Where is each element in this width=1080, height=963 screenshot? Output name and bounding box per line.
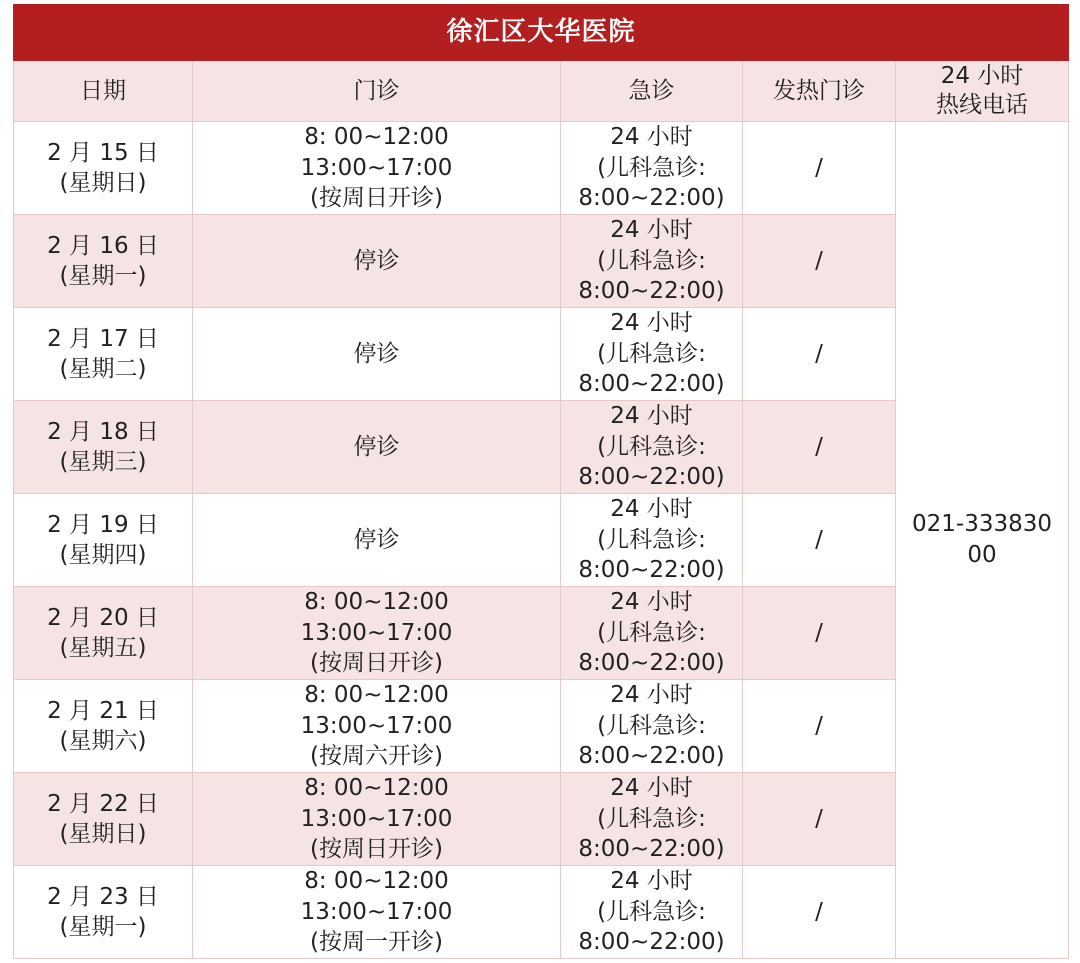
- outpatient-cell: [193, 494, 561, 587]
- outpatient-line: 停诊: [353, 433, 400, 460]
- emergency-cell: [561, 308, 743, 401]
- emergency-line: (儿科急诊:: [597, 712, 706, 739]
- outpatient-line: (按周日开诊): [310, 185, 443, 212]
- date-text: 2 月 20 日: [47, 604, 159, 631]
- emergency-line: (儿科急诊:: [597, 898, 706, 925]
- fever-clinic-cell: /: [743, 215, 896, 308]
- date-cell: [14, 773, 193, 866]
- date-text: 2 月 18 日: [47, 418, 159, 445]
- outpatient-cell: [193, 587, 561, 680]
- date-cell: [14, 215, 193, 308]
- outpatient-line: (按周六开诊): [310, 743, 443, 770]
- date-cell: [14, 122, 193, 215]
- weekday-text: (星期日): [59, 821, 147, 847]
- emergency-line: 8:00~22:00): [578, 278, 725, 305]
- emergency-cell: [561, 494, 743, 587]
- outpatient-line: 13:00~17:00: [300, 805, 453, 832]
- date-text: 2 月 21 日: [47, 697, 159, 724]
- outpatient-line: 13:00~17:00: [300, 619, 453, 646]
- emergency-line: 8:00~22:00): [578, 557, 725, 584]
- outpatient-line: 停诊: [353, 340, 400, 367]
- emergency-line: 24 小时: [610, 310, 693, 337]
- schedule-table: [13, 4, 1069, 959]
- header-row: [14, 61, 1069, 122]
- table-title: 徐汇区大华医院: [14, 5, 1069, 61]
- emergency-line: (儿科急诊:: [597, 805, 706, 832]
- emergency-line: (儿科急诊:: [597, 619, 706, 646]
- emergency-cell: [561, 587, 743, 680]
- emergency-line: 24 小时: [610, 682, 693, 709]
- outpatient-line: 8: 00~12:00: [304, 868, 449, 895]
- emergency-cell: [561, 401, 743, 494]
- outpatient-cell: [193, 122, 561, 215]
- emergency-line: 24 小时: [610, 403, 693, 430]
- emergency-line: (儿科急诊:: [597, 154, 706, 181]
- date-text: 2 月 15 日: [47, 139, 159, 166]
- header-hotline-line2: 热线电话: [936, 92, 1028, 118]
- fever-clinic-cell: /: [743, 680, 896, 773]
- weekday-text: (星期四): [59, 542, 147, 568]
- fever-clinic-cell: /: [743, 773, 896, 866]
- date-cell: [14, 866, 193, 959]
- emergency-line: 8:00~22:00): [578, 371, 725, 398]
- date-cell: [14, 680, 193, 773]
- emergency-cell: [561, 866, 743, 959]
- outpatient-cell: [193, 680, 561, 773]
- header-hotline-line1: 24 小时: [940, 63, 1024, 89]
- hotline-number: 021-33383000: [912, 511, 1052, 568]
- emergency-line: (儿科急诊:: [597, 247, 706, 274]
- weekday-text: (星期五): [59, 635, 147, 661]
- outpatient-line: 停诊: [353, 526, 400, 553]
- date-text: 2 月 22 日: [47, 790, 159, 817]
- date-cell: [14, 308, 193, 401]
- outpatient-line: 13:00~17:00: [300, 154, 453, 181]
- emergency-line: 24 小时: [610, 589, 693, 616]
- outpatient-cell: [193, 866, 561, 959]
- emergency-line: 8:00~22:00): [578, 185, 725, 212]
- outpatient-line: (按周一开诊): [310, 929, 443, 956]
- date-text: 2 月 23 日: [47, 883, 159, 910]
- fever-clinic-cell: /: [743, 587, 896, 680]
- date-text: 2 月 17 日: [47, 325, 159, 352]
- weekday-text: (星期一): [59, 914, 147, 940]
- outpatient-line: (按周日开诊): [310, 650, 443, 677]
- fever-clinic-cell: /: [743, 308, 896, 401]
- date-text: 2 月 19 日: [47, 511, 159, 538]
- outpatient-cell: [193, 773, 561, 866]
- weekday-text: (星期一): [59, 263, 147, 289]
- emergency-line: 24 小时: [610, 496, 693, 523]
- header-emergency: 急诊: [561, 61, 743, 122]
- emergency-cell: [561, 773, 743, 866]
- date-cell: [14, 494, 193, 587]
- emergency-line: 24 小时: [610, 217, 693, 244]
- weekday-text: (星期日): [59, 170, 147, 196]
- date-text: 2 月 16 日: [47, 232, 159, 259]
- title-row: [14, 5, 1069, 61]
- emergency-cell: [561, 680, 743, 773]
- outpatient-line: 8: 00~12:00: [304, 682, 449, 709]
- schedule-table-wrapper: [13, 4, 1068, 959]
- emergency-line: 8:00~22:00): [578, 743, 725, 770]
- emergency-line: 8:00~22:00): [578, 929, 725, 956]
- fever-clinic-cell: /: [743, 401, 896, 494]
- outpatient-line: 8: 00~12:00: [304, 775, 449, 802]
- outpatient-line: 13:00~17:00: [300, 898, 453, 925]
- header-fever-clinic: 发热门诊: [743, 61, 896, 122]
- header-date: 日期: [14, 61, 193, 122]
- emergency-cell: [561, 122, 743, 215]
- date-cell: [14, 587, 193, 680]
- emergency-line: (儿科急诊:: [597, 340, 706, 367]
- emergency-cell: [561, 215, 743, 308]
- outpatient-line: (按周日开诊): [310, 836, 443, 863]
- emergency-line: 8:00~22:00): [578, 836, 725, 863]
- outpatient-line: 13:00~17:00: [300, 712, 453, 739]
- weekday-text: (星期三): [59, 449, 147, 475]
- emergency-line: 8:00~22:00): [578, 464, 725, 491]
- emergency-line: 24 小时: [610, 868, 693, 895]
- emergency-line: (儿科急诊:: [597, 526, 706, 553]
- header-hotline: [896, 61, 1069, 122]
- emergency-line: (儿科急诊:: [597, 433, 706, 460]
- emergency-line: 24 小时: [610, 124, 693, 151]
- outpatient-line: 8: 00~12:00: [304, 589, 449, 616]
- header-outpatient: 门诊: [193, 61, 561, 122]
- fever-clinic-cell: /: [743, 122, 896, 215]
- outpatient-cell: [193, 401, 561, 494]
- date-cell: [14, 401, 193, 494]
- emergency-line: 24 小时: [610, 775, 693, 802]
- outpatient-line: 8: 00~12:00: [304, 124, 449, 151]
- fever-clinic-cell: /: [743, 866, 896, 959]
- weekday-text: (星期二): [59, 356, 147, 382]
- weekday-text: (星期六): [59, 728, 147, 754]
- fever-clinic-cell: /: [743, 494, 896, 587]
- outpatient-cell: [193, 215, 561, 308]
- hotline-cell: [896, 122, 1069, 959]
- emergency-line: 8:00~22:00): [578, 650, 725, 677]
- outpatient-line: 停诊: [353, 247, 400, 274]
- outpatient-cell: [193, 308, 561, 401]
- table-row: [14, 122, 1069, 215]
